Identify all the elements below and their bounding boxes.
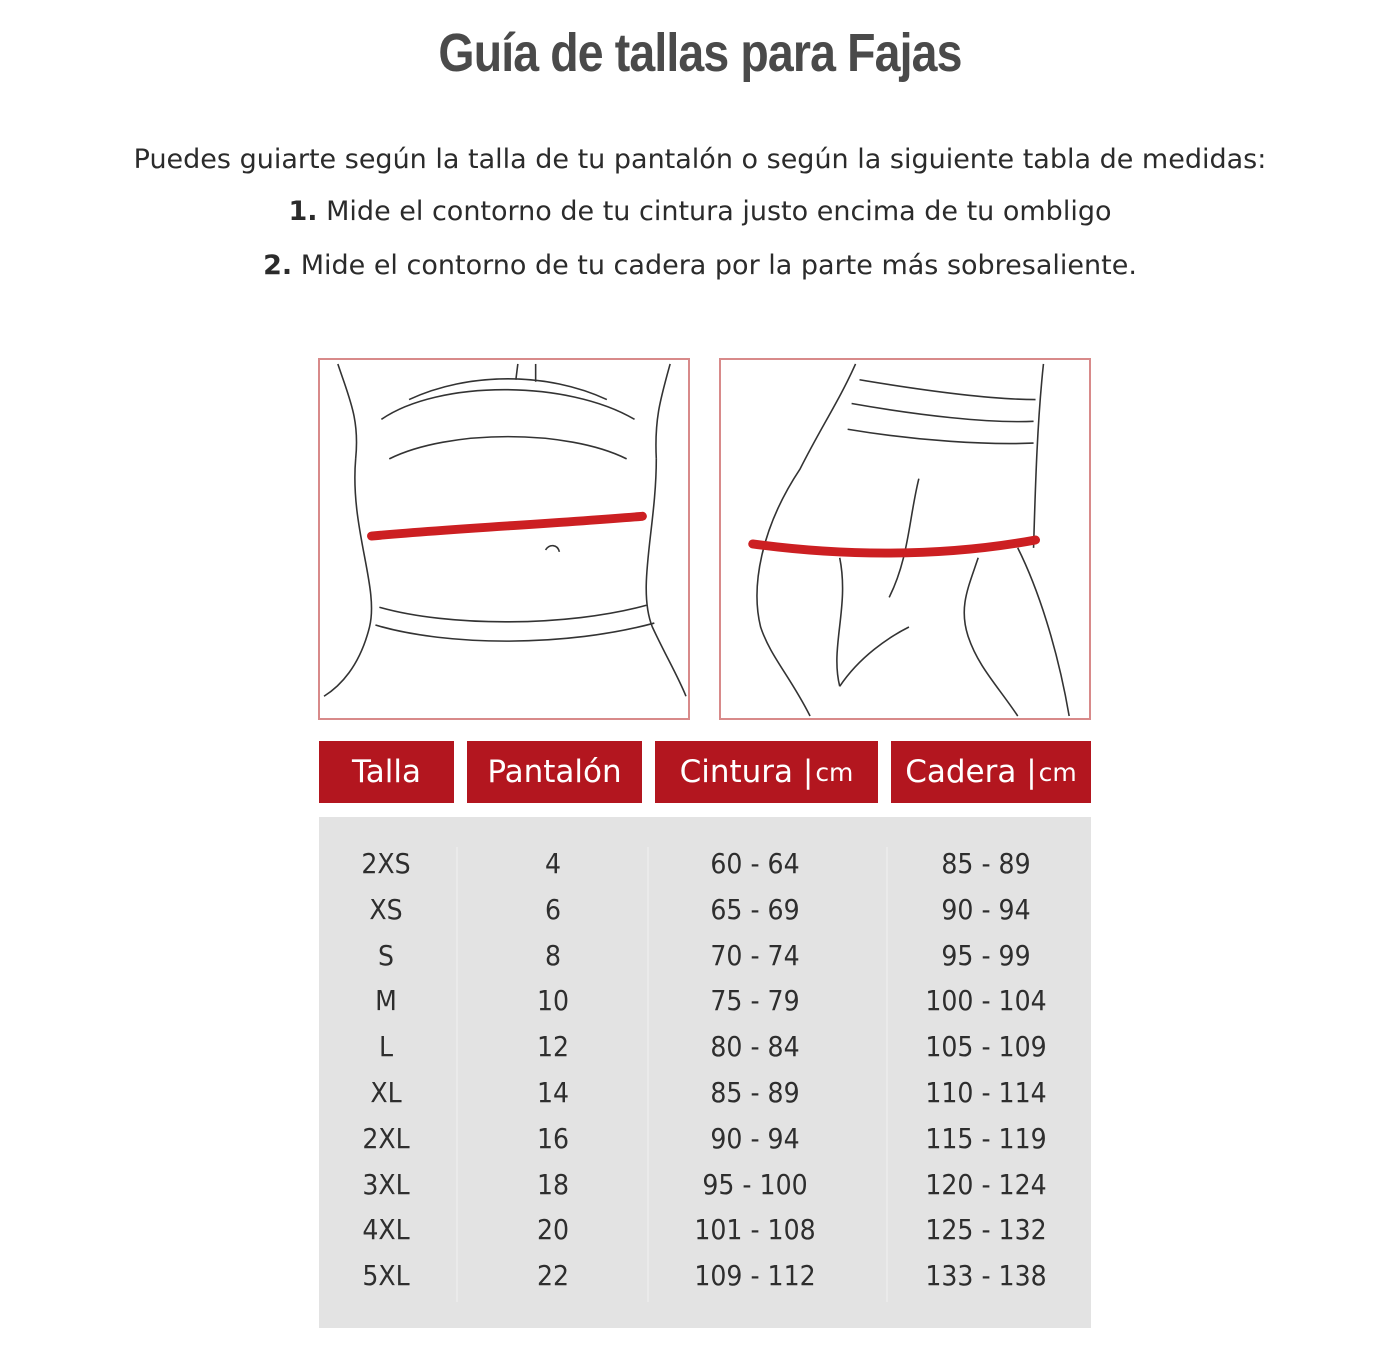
step-number: 1. — [288, 196, 318, 227]
header-pantalon — [467, 741, 642, 803]
cell-pantalon: 18 — [536, 1167, 570, 1201]
cell-cintura: 85 - 89 — [710, 1075, 800, 1109]
column-divider — [647, 847, 649, 1302]
header-label: Pantalón — [487, 754, 622, 790]
cell-cintura: 70 - 74 — [710, 938, 800, 972]
size-table — [319, 817, 1091, 1328]
cell-pantalon: 10 — [536, 984, 570, 1018]
column-cadera — [891, 841, 1081, 1299]
cell-pantalon: 12 — [536, 1030, 570, 1064]
page-title: Guía de tallas para Fajas — [438, 23, 962, 83]
cell-talla: S — [377, 938, 395, 972]
cell-talla: 5XL — [362, 1259, 410, 1293]
step-text: Mide el contorno de tu cintura justo encima de tu ombligo — [317, 196, 1112, 227]
cell-pantalon: 8 — [544, 938, 562, 972]
cell-cintura: 75 - 79 — [710, 984, 800, 1018]
hip-side-drawing — [721, 360, 1089, 718]
column-divider — [456, 847, 458, 1302]
header-unit: cm — [1038, 757, 1077, 787]
step-waist — [0, 196, 1400, 227]
cell-talla: XS — [369, 892, 403, 926]
waist-measure-line — [371, 516, 642, 536]
step-hip — [0, 250, 1400, 281]
cell-cintura: 101 - 108 — [694, 1213, 816, 1247]
cell-cadera: 115 - 119 — [925, 1121, 1047, 1155]
step-number: 2. — [263, 250, 293, 281]
column-cintura — [655, 841, 855, 1299]
cell-pantalon: 6 — [544, 892, 562, 926]
column-pantalon — [467, 841, 639, 1299]
header-label: Cintura | — [679, 754, 814, 790]
step-text: Mide el contorno de tu cadera por la parte más sobresaliente. — [292, 250, 1137, 281]
hip-measure-line — [753, 540, 1036, 553]
header-unit: cm — [815, 757, 854, 787]
cell-cadera: 120 - 124 — [925, 1167, 1047, 1201]
cell-cadera: 133 - 138 — [925, 1259, 1047, 1293]
cell-cadera: 100 - 104 — [925, 984, 1047, 1018]
cell-talla: 4XL — [362, 1213, 410, 1247]
waist-illustration — [318, 358, 690, 720]
header-label: Talla — [351, 754, 422, 790]
cell-cadera: 125 - 132 — [925, 1213, 1047, 1247]
cell-cadera: 95 - 99 — [941, 938, 1031, 972]
cell-cadera: 110 - 114 — [925, 1075, 1047, 1109]
cell-cadera: 90 - 94 — [941, 892, 1031, 926]
intro-text: Puedes guiarte según la talla de tu pantalón o según la siguiente tabla de medidas: — [133, 144, 1267, 175]
cell-talla: 3XL — [362, 1167, 410, 1201]
cell-talla: L — [378, 1030, 394, 1064]
cell-cadera: 85 - 89 — [941, 847, 1031, 880]
cell-talla: 2XS — [361, 847, 411, 880]
cell-cintura: 95 - 100 — [702, 1167, 808, 1201]
cell-cintura: 65 - 69 — [710, 892, 800, 926]
cell-cintura: 80 - 84 — [710, 1030, 800, 1064]
cell-pantalon: 14 — [536, 1075, 570, 1109]
header-label: Cadera | — [905, 754, 1037, 790]
cell-talla: M — [375, 984, 397, 1018]
cell-pantalon: 20 — [536, 1213, 570, 1247]
header-talla — [319, 741, 454, 803]
header-cintura — [655, 741, 878, 803]
cell-cadera: 105 - 109 — [925, 1030, 1047, 1064]
column-divider — [886, 847, 888, 1302]
cell-cintura: 60 - 64 — [710, 847, 800, 880]
column-talla — [319, 841, 453, 1299]
torso-front-drawing — [320, 360, 688, 718]
cell-cintura: 90 - 94 — [710, 1121, 800, 1155]
cell-cintura: 109 - 112 — [694, 1259, 816, 1293]
cell-talla: XL — [370, 1075, 402, 1109]
header-cadera — [891, 741, 1091, 803]
cell-talla: 2XL — [362, 1121, 410, 1155]
cell-pantalon: 16 — [536, 1121, 570, 1155]
cell-pantalon: 22 — [536, 1259, 570, 1293]
hip-illustration — [719, 358, 1091, 720]
cell-pantalon: 4 — [544, 847, 562, 880]
